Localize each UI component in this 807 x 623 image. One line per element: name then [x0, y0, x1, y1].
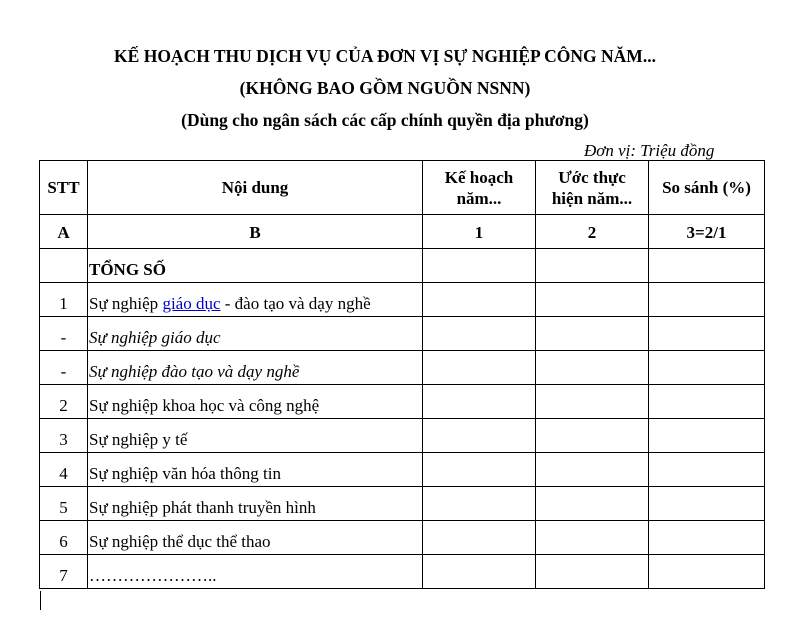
row-uoc-cell[interactable]	[536, 351, 649, 385]
row-stt: 4	[40, 453, 88, 487]
row-stt: -	[40, 351, 88, 385]
document-scope-note: (Dùng cho ngân sách các cấp chính quyền địa phương)	[181, 110, 589, 130]
table-index-row	[40, 215, 765, 249]
header-ke-hoach-line1: Kế hoạch	[444, 167, 514, 187]
row-uoc-cell[interactable]	[536, 283, 649, 317]
row-ke-hoach-cell[interactable]	[423, 385, 536, 419]
header-uoc-line1: Ước thực	[558, 167, 626, 187]
row-stt: -	[40, 317, 88, 351]
row-content: Sự nghiệp y tế	[88, 419, 423, 453]
row-uoc-cell[interactable]	[536, 249, 649, 283]
table-row	[40, 385, 765, 419]
index-3: 3=2/1	[649, 215, 765, 249]
row-ke-hoach-cell[interactable]	[423, 453, 536, 487]
header-ke-hoach-line2: năm...	[456, 188, 502, 208]
table-row-total	[40, 249, 765, 283]
document-title: KẾ HOẠCH THU DỊCH VỤ CỦA ĐƠN VỊ SỰ NGHIỆP CÔNG NĂM...	[114, 46, 656, 66]
row-ke-hoach-cell[interactable]	[423, 249, 536, 283]
index-2: 2	[536, 215, 649, 249]
row-stt	[40, 249, 88, 283]
row-so-sanh-cell[interactable]	[649, 521, 765, 555]
text-cursor	[40, 591, 41, 610]
row-ke-hoach-cell[interactable]	[423, 487, 536, 521]
header-ke-hoach	[423, 161, 536, 215]
row-uoc-cell[interactable]	[536, 555, 649, 589]
row-so-sanh-cell[interactable]	[649, 419, 765, 453]
table-row	[40, 283, 765, 317]
row-content: TỔNG SỐ	[88, 249, 423, 283]
table-row	[40, 487, 765, 521]
row-content: Sự nghiệp thể dục thể thao	[88, 521, 423, 555]
row-so-sanh-cell[interactable]	[649, 283, 765, 317]
unit-label: Đơn vị: Triệu đồng	[584, 141, 715, 160]
row-so-sanh-cell[interactable]	[649, 385, 765, 419]
row-content	[88, 283, 423, 317]
giao-duc-link[interactable]: giáo dục	[162, 294, 221, 313]
table-row	[40, 521, 765, 555]
row-uoc-cell[interactable]	[536, 521, 649, 555]
row-content: Sự nghiệp giáo dục	[88, 317, 423, 351]
index-a: A	[40, 215, 88, 249]
row-uoc-cell[interactable]	[536, 453, 649, 487]
row-ke-hoach-cell[interactable]	[423, 555, 536, 589]
row-content-suffix: - đào tạo và dạy nghề	[220, 294, 371, 313]
table-row	[40, 419, 765, 453]
table-row	[40, 351, 765, 385]
row-ke-hoach-cell[interactable]	[423, 521, 536, 555]
table-row	[40, 555, 765, 589]
row-ke-hoach-cell[interactable]	[423, 351, 536, 385]
row-uoc-cell[interactable]	[536, 385, 649, 419]
table-row	[40, 453, 765, 487]
row-content: Sự nghiệp văn hóa thông tin	[88, 453, 423, 487]
row-uoc-cell[interactable]	[536, 487, 649, 521]
row-ke-hoach-cell[interactable]	[423, 317, 536, 351]
row-stt: 3	[40, 419, 88, 453]
header-noi-dung: Nội dung	[88, 161, 423, 215]
row-so-sanh-cell[interactable]	[649, 487, 765, 521]
row-so-sanh-cell[interactable]	[649, 453, 765, 487]
row-content: Sự nghiệp đào tạo và dạy nghề	[88, 351, 423, 385]
header-uoc-line2: hiện năm...	[551, 188, 633, 208]
document-subtitle: (KHÔNG BAO GỒM NGUỒN NSNN)	[239, 78, 531, 98]
revenue-plan-table	[39, 160, 765, 589]
row-so-sanh-cell[interactable]	[649, 555, 765, 589]
row-stt: 1	[40, 283, 88, 317]
row-ke-hoach-cell[interactable]	[423, 283, 536, 317]
row-uoc-cell[interactable]	[536, 419, 649, 453]
row-stt: 2	[40, 385, 88, 419]
index-1: 1	[423, 215, 536, 249]
row-stt: 7	[40, 555, 88, 589]
row-content-prefix: Sự nghiệp	[89, 294, 163, 313]
row-ke-hoach-cell[interactable]	[423, 419, 536, 453]
row-stt: 5	[40, 487, 88, 521]
header-uoc-thuc-hien	[536, 161, 649, 215]
row-stt: 6	[40, 521, 88, 555]
row-content: …………………..	[88, 555, 423, 589]
row-content: Sự nghiệp phát thanh truyền hình	[88, 487, 423, 521]
header-stt: STT	[40, 161, 88, 215]
row-so-sanh-cell[interactable]	[649, 249, 765, 283]
index-b: B	[88, 215, 423, 249]
row-content: Sự nghiệp khoa học và công nghệ	[88, 385, 423, 419]
row-so-sanh-cell[interactable]	[649, 317, 765, 351]
table-header-row	[40, 161, 765, 215]
row-so-sanh-cell[interactable]	[649, 351, 765, 385]
header-so-sanh: So sánh (%)	[649, 161, 765, 215]
table-row	[40, 317, 765, 351]
row-uoc-cell[interactable]	[536, 317, 649, 351]
